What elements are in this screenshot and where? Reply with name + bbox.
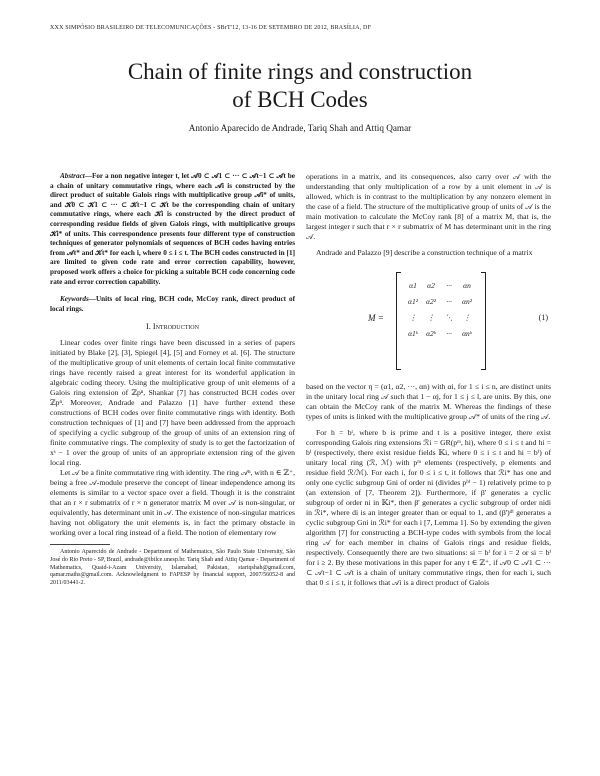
abstract-lead: Abstract— xyxy=(60,172,92,180)
right-column xyxy=(306,172,551,588)
matrix-row xyxy=(404,326,476,342)
title-line-1: Chain of finite rings and construction xyxy=(127,59,473,84)
matrix-cell: αn² xyxy=(462,297,472,306)
matrix-cell: α2ᵏ xyxy=(426,329,436,338)
keywords-body: Units of local ring, BCH code, McCoy rank, direct product of local rings. xyxy=(50,295,295,313)
paper-title xyxy=(50,58,550,114)
equation-number: (1) xyxy=(538,313,548,322)
matrix-cell: α2 xyxy=(427,281,435,290)
matrix-body xyxy=(404,278,476,342)
footnote-rule xyxy=(50,544,110,545)
keywords xyxy=(50,295,295,314)
matrix-cell: αn xyxy=(463,281,471,290)
intro-paragraph-2: Let 𝒜 be a finite commutative ring with identity. The ring 𝒜ⁿ, with n ∈ ℤ⁺, being a free 𝒜-module preserve the concept of linear independence among its elements is similar to a vector space over a field. Though it is the constraint that an r × r submatrix of r × n generator matrix M over 𝒜 is non-singular, or equivalently, has determinant unit in 𝒜. The existence of non-singular matrices having not obligatory the unit elements is, in fact the primary obstacle in working over a local ring instead of a field. The notion of elementary row xyxy=(50,468,295,538)
matrix-left-bracket xyxy=(396,272,401,370)
matrix-cell: αnᵏ xyxy=(462,329,472,338)
matrix-cell: ··· xyxy=(446,281,452,290)
matrix-row xyxy=(404,278,476,294)
right-paragraph-1: operations in a matrix, and its consequences, also carry over 𝒜 with the understanding that only multiplication of a row by a unit element in 𝒜 is allowed, which is in contrast to the multiplication by any nonzero element in the case of a field. The structure of the multiplicative group of units of 𝒜 is the main motivation to calculate the McCoy rank [8] of a matrix M, that is, the largest integer r such that r × r submatrix of M has determinant unit in the ring 𝒜. xyxy=(306,172,551,241)
matrix-cell: ⋮ xyxy=(427,313,435,322)
matrix-cell: ··· xyxy=(446,297,452,306)
matrix-cell: ··· xyxy=(446,329,452,338)
matrix-row xyxy=(404,310,476,326)
title-line-2: of BCH Codes xyxy=(232,87,368,112)
left-column xyxy=(50,172,295,587)
author-list: Antonio Aparecido de Andrade, Tariq Shah and Attiq Qamar xyxy=(188,123,412,133)
author-footnote: Antonio Aparecido de Andrade - Department of Mathematics, São Paulo State University, São José do Rio Preto - SP, Brazil, andrade@ibilce.unesp.br. Tariq Shah and Attiq Qamar - Department of Mathematics, Quaid-i-Azam University, Islamabad, Pakistan, stariqshah@gmail.com, qamar.maths@gmail.com. Acknowledgment to FAPESP by financial support, 2007/56052-8 and 2011/03441-2. xyxy=(50,549,295,586)
matrix-m xyxy=(396,272,486,368)
right-paragraph-2: Andrade and Palazzo [9] describe a construction technique of a matrix xyxy=(316,248,533,257)
matrix-cell: α1ᵏ xyxy=(408,329,418,338)
section-heading-introduction: I. Introduction xyxy=(146,322,199,332)
abstract xyxy=(50,172,295,287)
matrix-right-bracket xyxy=(481,272,486,370)
matrix-cell: ⋮ xyxy=(409,313,417,322)
running-header: XXX SIMPÓSIO BRASILEIRO DE TELECOMUNICAÇÕES - SBrT'12, 13-16 DE SETEMBRO DE 2012, BRASÍLIA, DF xyxy=(50,25,372,31)
matrix-row xyxy=(404,294,476,310)
intro-paragraph-1: Linear codes over finite rings have been discussed in a series of papers initiated by Blake [2], [3], Spiegel [4], [5] and Forney et al. [6]. The structure of the multiplicative group of unit elements of certain local finite commutative rings have recently raised a great interest for its wonderful application in algebraic coding theory. Using the multiplicative group of unit elements of a Galois ring extension of ℤpⁿ, Shankar [7] has constructed BCH codes over ℤpⁿ. Moreover, Andrade and Palazzo [1] have further extend these constructions of BCH codes over finite commutative rings with identity. Both construction techniques of [1] and [7] have been addressed from the approach of specifying a cyclic subgroup of the group of units of an extension ring of finite commutative rings. The complexity of study is to get the factorization of xˢ − 1 over the group of units of an appropriate extension ring of the given local ring. xyxy=(50,338,295,468)
matrix-cell: α1 xyxy=(409,281,417,290)
equation-lhs: M = xyxy=(368,313,384,323)
right-paragraph-4: For h = bᵗ, where b is prime and t is a positive integer, there exist corresponding Galois ring extensions ℛi = GR(pᵐ, hi), where 0 ≤ i ≤ t and hi = bⁱ (respectively, there exist residue fields 𝕂i, where 0 ≤ i ≤ t and hi = bⁱ) of unitary local ring (ℛ, ℳ) with pᵐ elements (respectively, p elements and residue field ℛ/ℳ). For each i, for 0 ≤ i ≤ t, it follows that ℛi* has one and only one cyclic subgroup Gni of order ni (divides pʰⁱ − 1) relatively prime to p (an extension of [7, Theorem 2]). Furthermore, if β' generates a cyclic subgroup of order ni in 𝕂i*, then β' generates a cyclic subgroup of order nidi in ℛi*, where di is an integer greater than or equal to 1, and (β')ᵈⁱ generates a cyclic subgroup Gni in ℛi* for each i [7, Lemma 1]. So by extending the given algorithm [7] for constructing a BCH-type codes with symbols from the local ring 𝒜 for each member in chains of Galois rings and residue fields, respectively. Consequently there are two situations: si = bⁱ for i = 2 or si = bⁱ for i ≥ 2. By these motivations in this paper for any t ∈ ℤ⁺, if 𝒜0 ⊂ 𝒜1 ⊂ ··· ⊂ 𝒜t−1 ⊂ 𝒜t is a chain of unitary commutative rings, then for each i, such that 0 ≤ i ≤ t, it follows that 𝒜i is a direct product of Galois xyxy=(306,428,551,587)
matrix-cell: ⋱ xyxy=(445,313,453,322)
keywords-lead: Keywords— xyxy=(60,295,96,304)
matrix-cell: α1² xyxy=(408,297,418,306)
matrix-cell: ⋮ xyxy=(463,313,471,322)
equation-1 xyxy=(306,264,551,376)
right-paragraph-3: based on the vector η = (α1, α2, ···, αn) with αi, for 1 ≤ i ≤ n, are distinct units in the unitary local ring 𝒜 such that 1 − αj, for 1 ≤ j ≤ l, are units. By this, one can obtain the McCoy rank of the matrix M. Whereas the findings of these types of units is linked with the multiplicative group 𝒜* of units of the ring 𝒜. xyxy=(306,382,551,421)
matrix-cell: α2² xyxy=(426,297,436,306)
abstract-body: For a non negative integer t, let 𝒜0 ⊂ 𝒜1 ⊂ ··· ⊂ 𝒜t−1 ⊂ 𝒜t be a chain of unitary commutative rings, where each 𝒜i is constructed by the direct product of suitable Galois rings with multiplicative group 𝒜i* of units, and 𝒦0 ⊂ 𝒦1 ⊂ ··· ⊂ 𝒦t−1 ⊂ 𝒦t be the corresponding chain of unitary commutative rings, where each 𝒦i is constructed by the direct product of corresponding residue fields of given Galois rings, with multiplicative groups 𝒦i* of units. This correspondence presents four different type of construction techniques of generator polynomials of sequences of BCH codes having entries from 𝒜t* and 𝒦t* for each i, where 0 ≤ i ≤ t. The BCH codes constructed in [1] are limited to given code rate and error correction capability, however, proposed work offers a choice for picking a suitable BCH code concerning code rate and error correction capability. xyxy=(50,172,295,286)
